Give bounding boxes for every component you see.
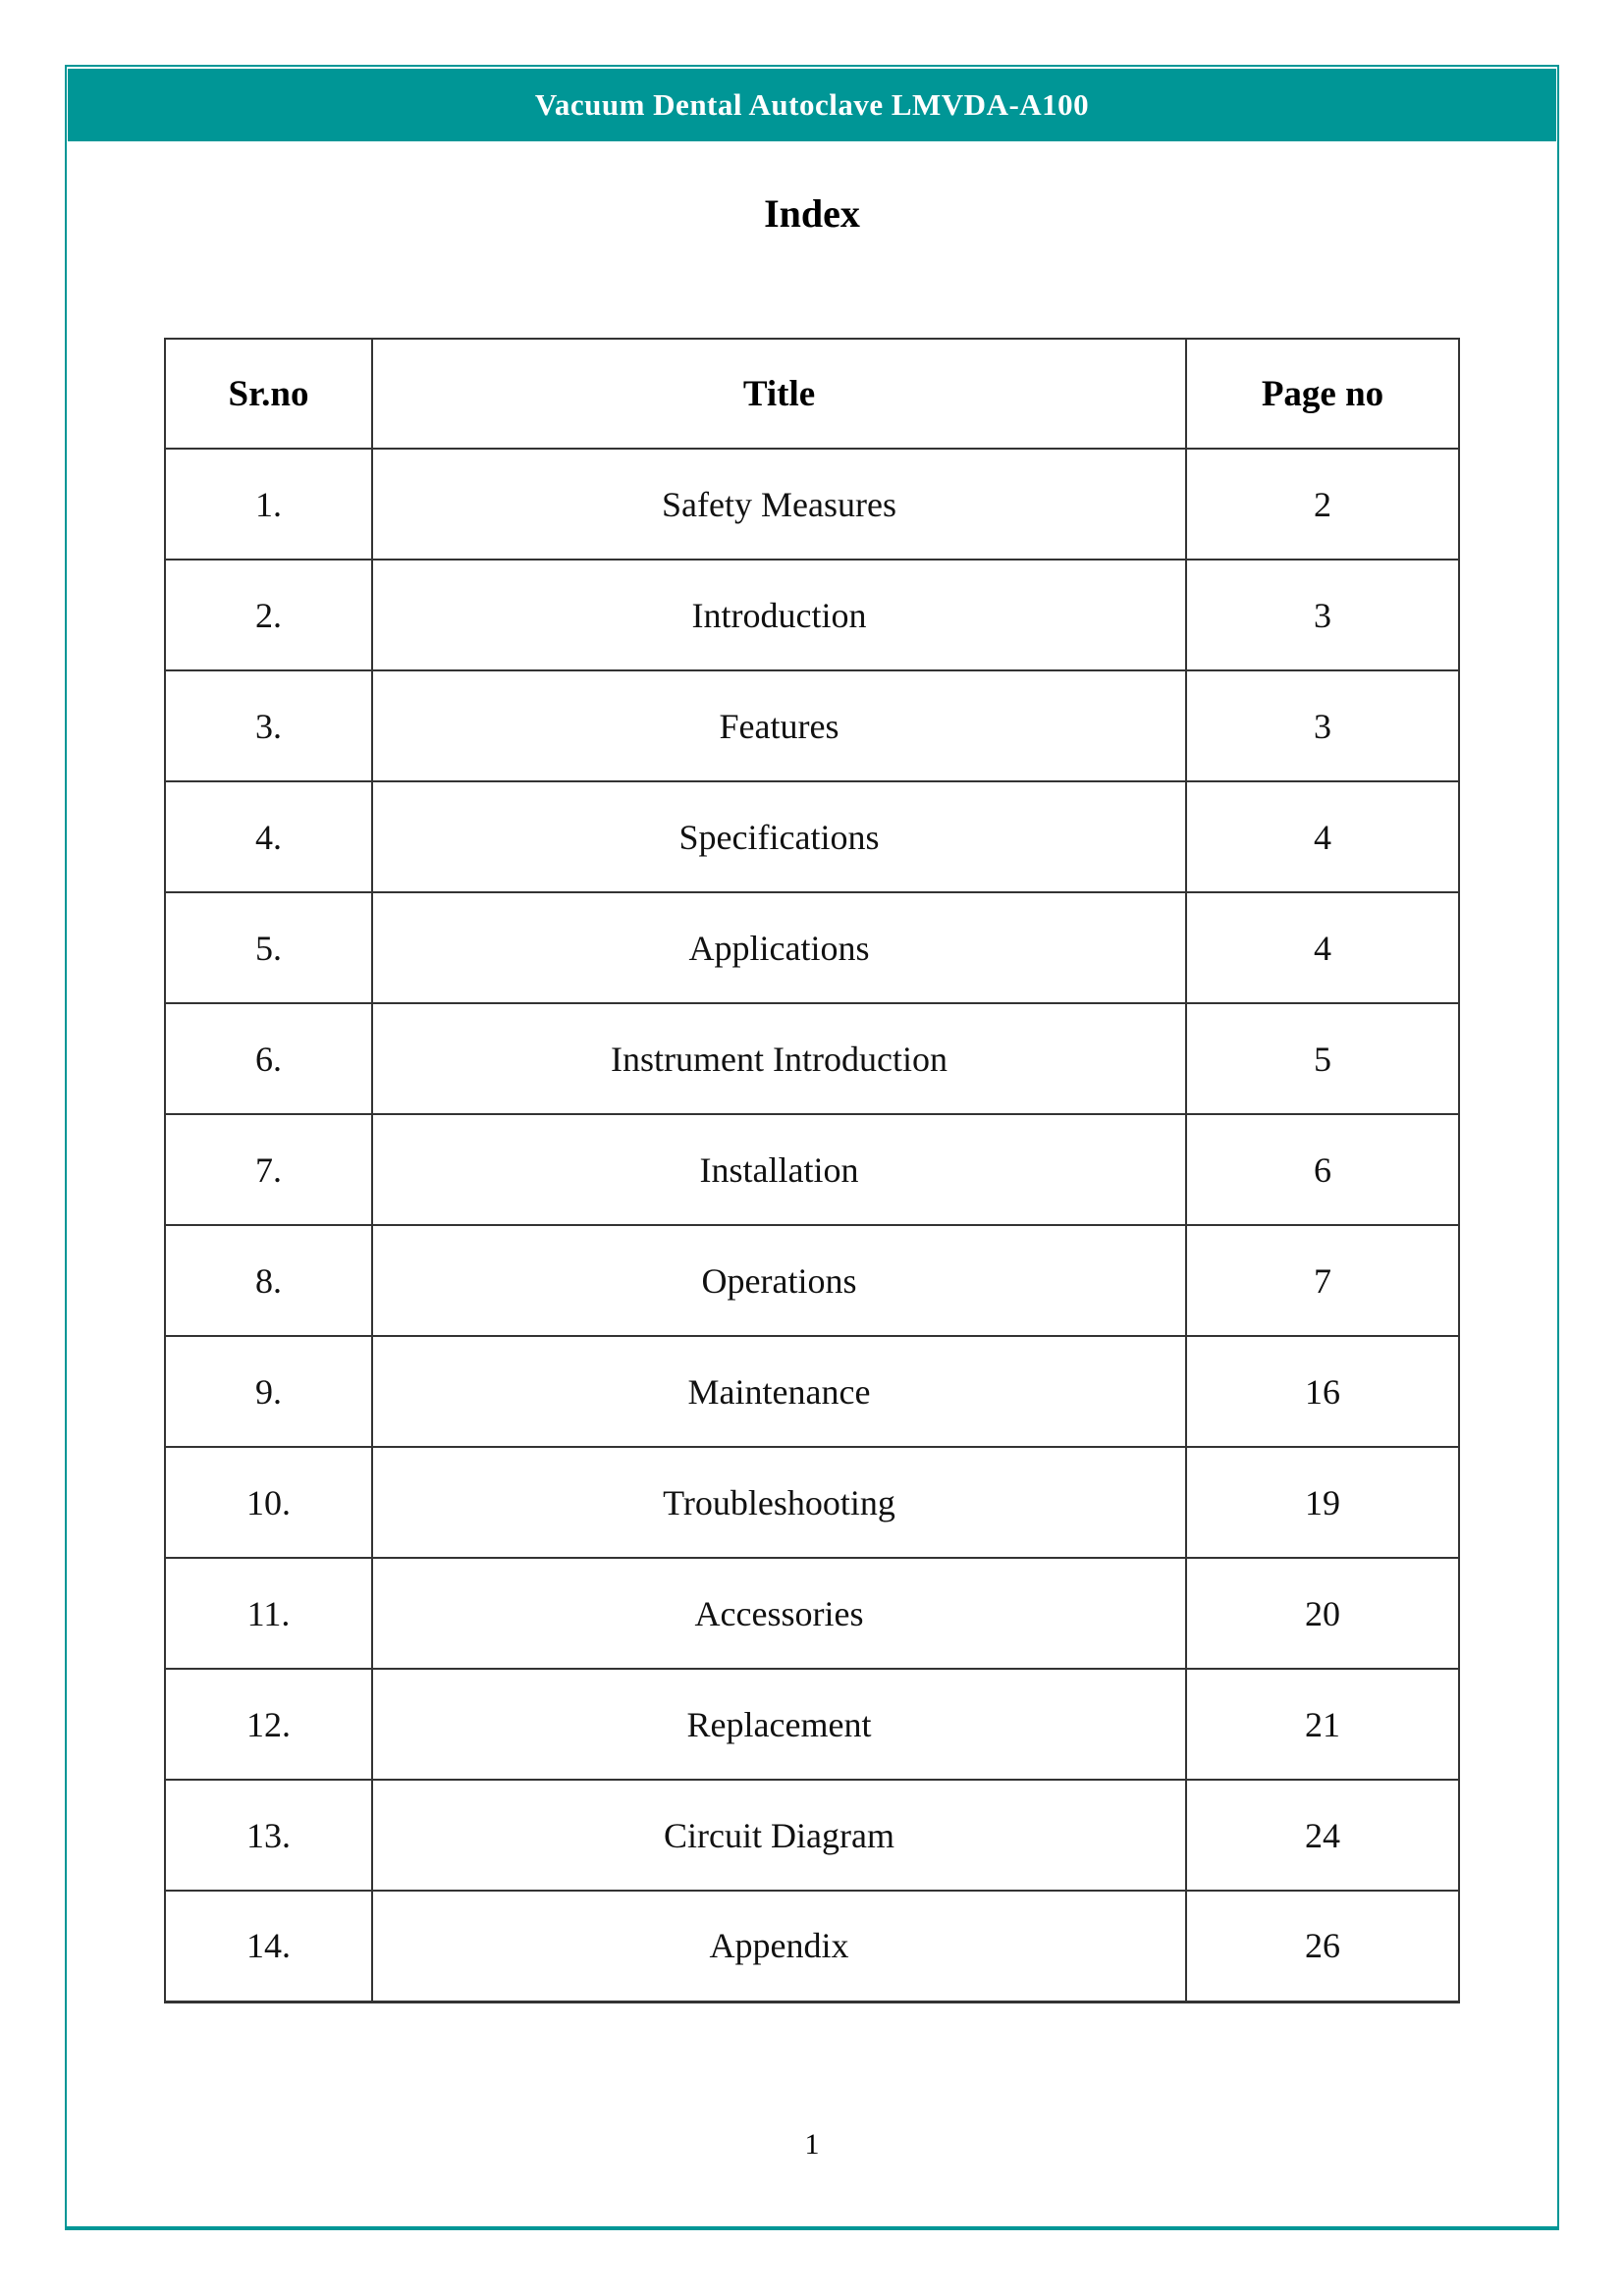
cell-title: Troubleshooting	[372, 1447, 1186, 1558]
cell-pageno: 24	[1186, 1780, 1459, 1891]
cell-pageno: 7	[1186, 1225, 1459, 1336]
cell-pageno: 4	[1186, 781, 1459, 892]
cell-pageno: 4	[1186, 892, 1459, 1003]
cell-srno: 13.	[165, 1780, 372, 1891]
index-heading: Index	[764, 191, 860, 236]
cell-title: Applications	[372, 892, 1186, 1003]
table-row	[165, 1114, 1459, 1225]
cell-title: Introduction	[372, 560, 1186, 670]
table-row	[165, 1780, 1459, 1891]
table-row	[165, 449, 1459, 560]
table-row	[165, 1336, 1459, 1447]
cell-title: Features	[372, 670, 1186, 781]
table-header-row	[165, 339, 1459, 449]
table-row	[165, 1891, 1459, 2002]
cell-pageno: 19	[1186, 1447, 1459, 1558]
cell-pageno: 5	[1186, 1003, 1459, 1114]
table-row	[165, 670, 1459, 781]
cell-title: Accessories	[372, 1558, 1186, 1669]
cell-srno: 11.	[165, 1558, 372, 1669]
cell-pageno: 3	[1186, 670, 1459, 781]
cell-srno: 14.	[165, 1891, 372, 2002]
cell-srno: 4.	[165, 781, 372, 892]
table-row	[165, 1447, 1459, 1558]
table-row	[165, 892, 1459, 1003]
index-table	[164, 338, 1460, 2003]
cell-title: Replacement	[372, 1669, 1186, 1780]
col-header-srno: Sr.no	[165, 339, 372, 449]
table-row	[165, 1558, 1459, 1669]
cell-srno: 9.	[165, 1336, 372, 1447]
cell-title: Specifications	[372, 781, 1186, 892]
cell-srno: 6.	[165, 1003, 372, 1114]
table-row	[165, 781, 1459, 892]
cell-srno: 5.	[165, 892, 372, 1003]
cell-title: Instrument Introduction	[372, 1003, 1186, 1114]
cell-pageno: 2	[1186, 449, 1459, 560]
header-title: Vacuum Dental Autoclave LMVDA-A100	[534, 87, 1090, 122]
cell-pageno: 21	[1186, 1669, 1459, 1780]
page-number: 1	[804, 2128, 820, 2161]
cell-srno: 3.	[165, 670, 372, 781]
cell-title: Maintenance	[372, 1336, 1186, 1447]
cell-pageno: 6	[1186, 1114, 1459, 1225]
cell-srno: 8.	[165, 1225, 372, 1336]
cell-title: Safety Measures	[372, 449, 1186, 560]
cell-pageno: 3	[1186, 560, 1459, 670]
cell-title: Appendix	[372, 1891, 1186, 2002]
document-page	[65, 65, 1559, 2230]
table-body	[165, 449, 1459, 2002]
table-row	[165, 1225, 1459, 1336]
cell-srno: 10.	[165, 1447, 372, 1558]
header-bar	[68, 69, 1556, 141]
cell-srno: 1.	[165, 449, 372, 560]
cell-srno: 2.	[165, 560, 372, 670]
cell-pageno: 16	[1186, 1336, 1459, 1447]
cell-title: Installation	[372, 1114, 1186, 1225]
cell-pageno: 20	[1186, 1558, 1459, 1669]
cell-srno: 7.	[165, 1114, 372, 1225]
table-header	[165, 339, 1459, 449]
cell-title: Operations	[372, 1225, 1186, 1336]
cell-srno: 12.	[165, 1669, 372, 1780]
cell-title: Circuit Diagram	[372, 1780, 1186, 1891]
table-row	[165, 1669, 1459, 1780]
cell-pageno: 26	[1186, 1891, 1459, 2002]
col-header-pageno: Page no	[1186, 339, 1459, 449]
table-row	[165, 560, 1459, 670]
col-header-title: Title	[372, 339, 1186, 449]
table-row	[165, 1003, 1459, 1114]
